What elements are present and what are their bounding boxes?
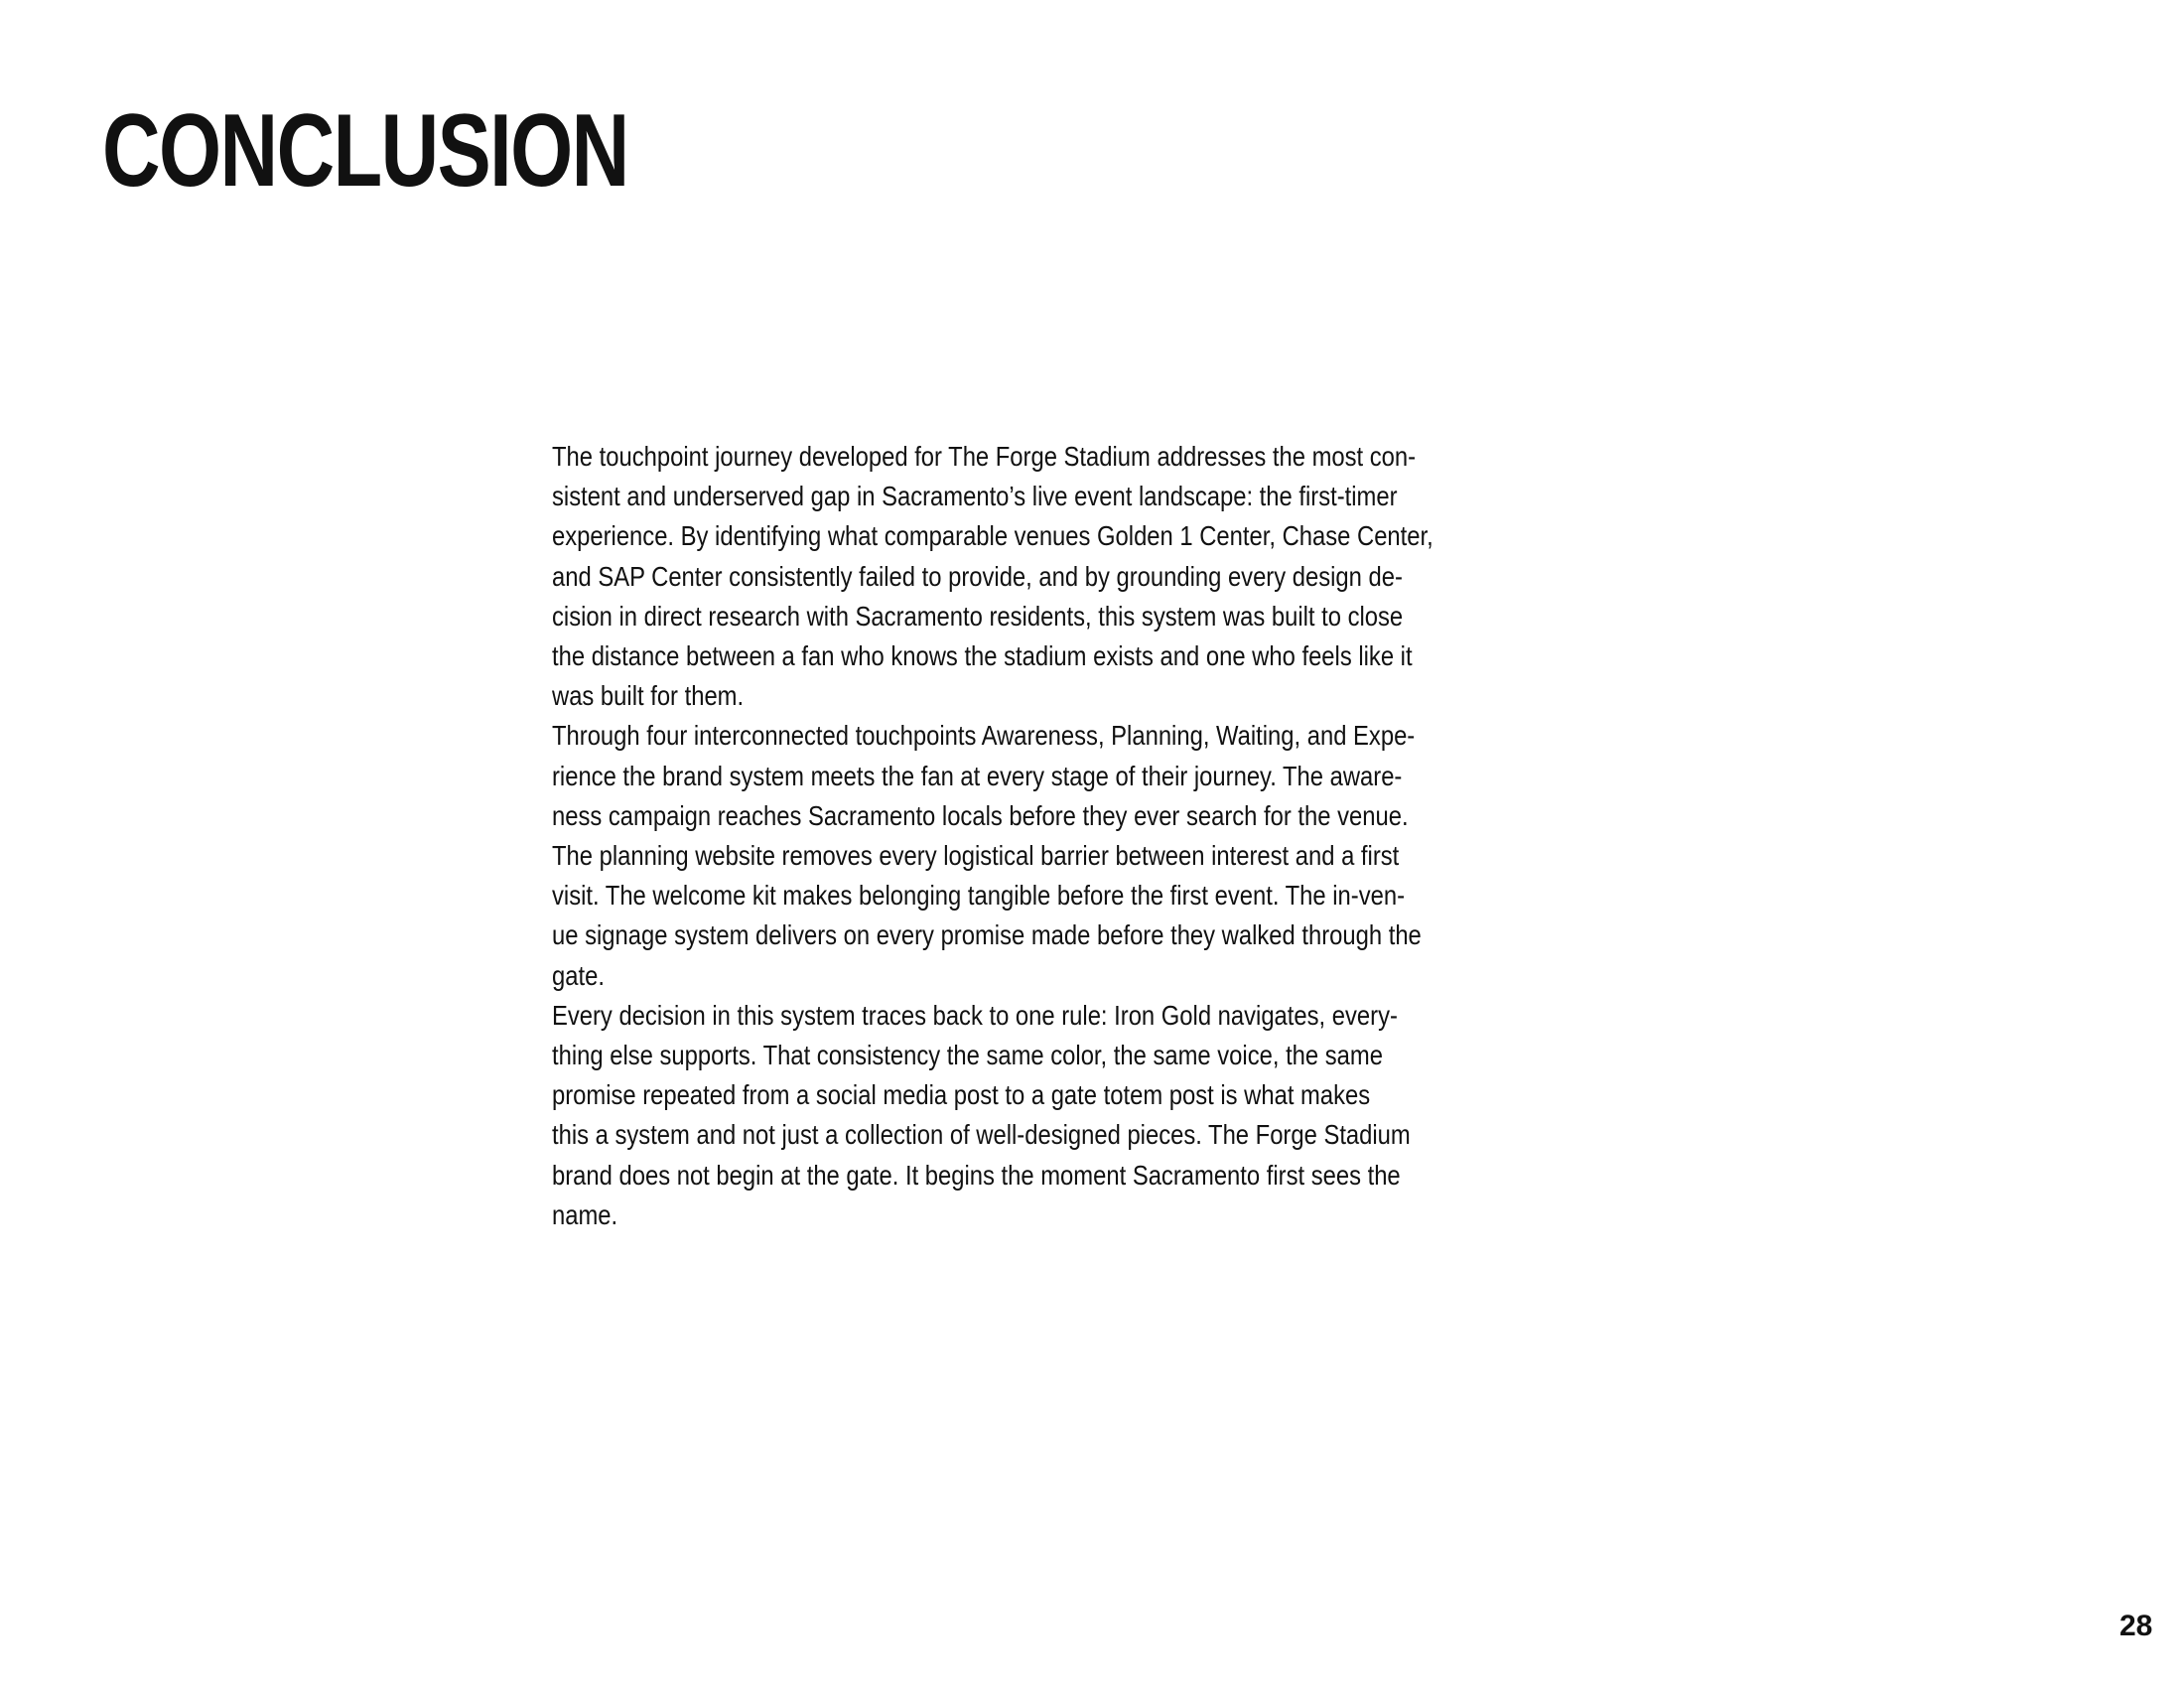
body-line: thing else supports. That consistency the same color, the same voice, the same bbox=[552, 1040, 1383, 1071]
page-title: CONCLUSION bbox=[102, 93, 628, 209]
body-line: visit. The welcome kit makes belonging tangible before the first event. The in-ven- bbox=[552, 880, 1406, 912]
body-line: the distance between a fan who knows the stadium exists and one who feels like it bbox=[552, 640, 1413, 672]
body-line: The touchpoint journey developed for The Forge Stadium addresses the most con- bbox=[552, 441, 1417, 472]
body-line: The planning website removes every logistical barrier between interest and a first bbox=[552, 840, 1400, 872]
body-line: ue signage system delivers on every promise made before they walked through the bbox=[552, 919, 1422, 951]
conclusion-body bbox=[552, 437, 1674, 1235]
body-line: promise repeated from a social media post to a gate totem post is what makes bbox=[552, 1079, 1371, 1111]
body-line: cision in direct research with Sacramento residents, this system was built to close bbox=[552, 600, 1404, 632]
body-line: and SAP Center consistently failed to provide, and by grounding every design de- bbox=[552, 560, 1403, 592]
body-line: sistent and underserved gap in Sacramento’s live event landscape: the first-timer bbox=[552, 481, 1398, 512]
body-line: experience. By identifying what comparable venues Golden 1 Center, Chase Center, bbox=[552, 520, 1433, 552]
body-line: Every decision in this system traces back to one rule: Iron Gold navigates, every- bbox=[552, 999, 1398, 1031]
body-line: rience the brand system meets the fan at every stage of their journey. The aware- bbox=[552, 760, 1403, 791]
body-line: brand does not begin at the gate. It begins the moment Sacramento first sees the bbox=[552, 1159, 1401, 1191]
body-line: ness campaign reaches Sacramento locals before they ever search for the venue. bbox=[552, 799, 1409, 831]
body-line: name. bbox=[552, 1198, 618, 1230]
body-line: this a system and not just a collection of well-designed pieces. The Forge Stadium bbox=[552, 1119, 1411, 1151]
body-line: Through four interconnected touchpoints Awareness, Planning, Waiting, and Expe- bbox=[552, 720, 1416, 752]
body-line: gate. bbox=[552, 959, 605, 991]
page-number: 28 bbox=[2119, 1610, 2153, 1642]
body-line: was built for them. bbox=[552, 680, 745, 712]
